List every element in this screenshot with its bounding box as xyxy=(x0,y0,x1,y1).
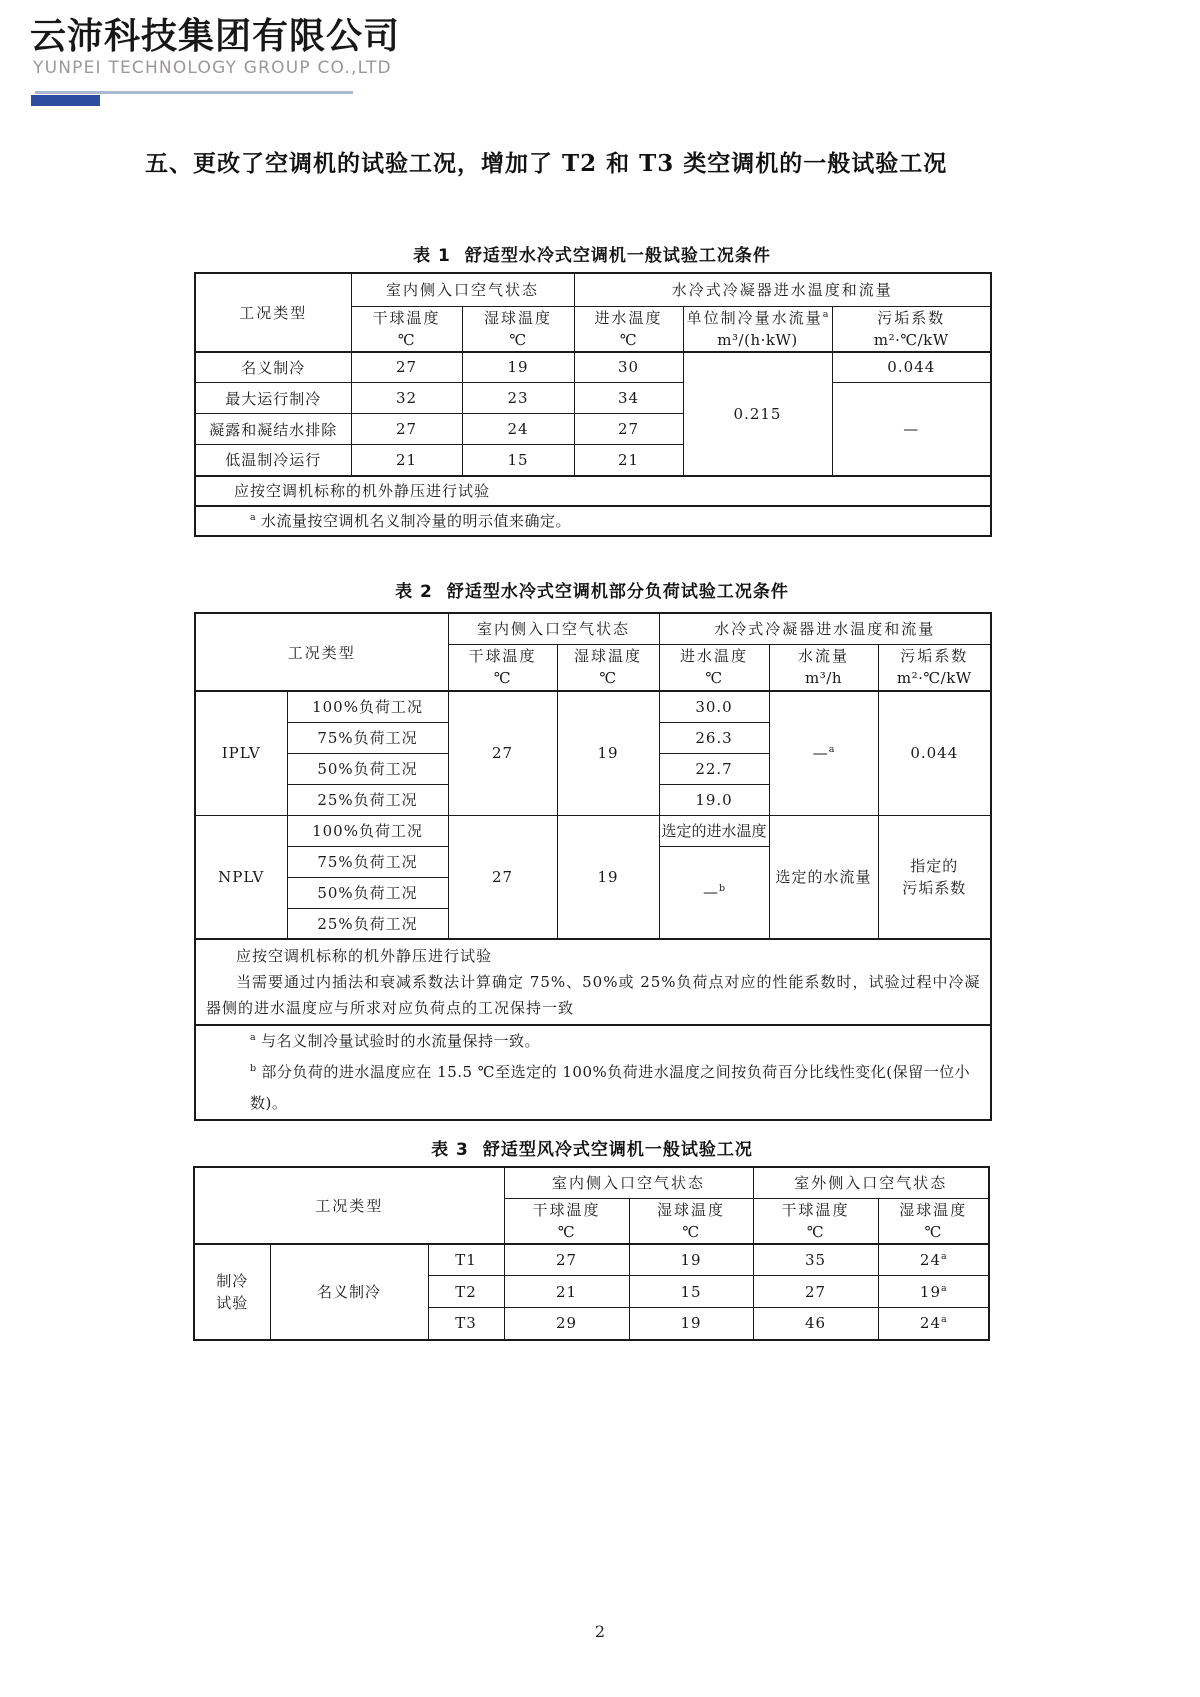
dry-bulb-label: 干球温度 xyxy=(468,647,537,666)
t1-unit-flow-value: 0.215 xyxy=(683,352,832,476)
value-cell: 19 xyxy=(629,1308,753,1340)
celsius-unit: ℃ xyxy=(924,1222,942,1241)
t2-header-fouling xyxy=(878,644,991,691)
celsius-unit: ℃ xyxy=(493,669,512,688)
inlet-temp-label: 进水温度 xyxy=(680,647,749,666)
celsius-unit: ℃ xyxy=(557,1222,576,1241)
brand-divider-light xyxy=(35,91,353,94)
t3-mode-nominal-cooling: 名义制冷 xyxy=(270,1244,428,1340)
t1-header-dry-bulb xyxy=(351,306,462,352)
t2-header-inlet-temp xyxy=(659,644,769,691)
value-cell: 26.3 xyxy=(659,722,769,753)
value-cell: 35 xyxy=(753,1244,878,1276)
cooling-test-line1: 制冷 xyxy=(216,1271,249,1290)
celsius-unit: ℃ xyxy=(509,330,527,349)
t2-note-1: 应按空调机标称的机外静压进行试验 xyxy=(236,947,493,965)
t2-footnote-a-text: 与名义制冷量试验时的水流量保持一致。 xyxy=(260,1032,540,1050)
table1-title xyxy=(194,241,990,266)
t1-row-label: 凝露和凝结水排除 xyxy=(195,414,351,445)
t2-load-label: 75%负荷工况 xyxy=(287,722,448,753)
value-cell: 27 xyxy=(448,691,557,815)
table2-title xyxy=(194,577,990,602)
t1-header-inlet-temp xyxy=(574,306,683,352)
table3-title xyxy=(194,1135,990,1160)
inlet-temp-label: 进水温度 xyxy=(594,308,663,327)
t2-load-label: 75%负荷工况 xyxy=(287,846,448,877)
value-cell: 19 xyxy=(462,352,574,383)
footnote-mark-b: b xyxy=(250,1063,257,1074)
dry-bulb-label: 干球温度 xyxy=(532,1200,601,1219)
t2-load-label: 100%负荷工况 xyxy=(287,815,448,846)
t1-header-wet-bulb xyxy=(462,306,574,352)
dry-bulb-label: 干球温度 xyxy=(781,1200,850,1219)
value-cell: 27 xyxy=(574,414,683,445)
value-cell: 27 xyxy=(351,352,462,383)
celsius-unit: ℃ xyxy=(397,330,416,349)
t3-climate-class: T2 xyxy=(428,1276,504,1308)
t2-load-label: 50%负荷工况 xyxy=(287,753,448,784)
celsius-unit: ℃ xyxy=(599,669,617,688)
footnote-mark-b: b xyxy=(718,883,726,895)
t2-footnote-b-text: 部分负荷的进水温度应在 15.5 ℃至选定的 100%负荷进水温度之间按负荷百分比线性变化(保留一位小数)。 xyxy=(250,1063,971,1112)
t1-header-unit-flow xyxy=(683,306,832,352)
footnote-mark-a: a xyxy=(941,1314,947,1326)
table1-label: 表 1 xyxy=(413,246,451,266)
wet-bulb-label: 湿球温度 xyxy=(899,1200,968,1219)
t2-nplv-label: NPLV xyxy=(195,815,287,939)
fouling-label: 污垢系数 xyxy=(877,308,946,327)
value-cell: 19.0 xyxy=(659,784,769,815)
t3-header-condition-type: 工况类型 xyxy=(194,1167,504,1244)
t3-header-indoor-dry-bulb xyxy=(504,1198,629,1244)
t2-notes xyxy=(195,939,991,1025)
t1-header-indoor-air-group: 室内侧入口空气状态 xyxy=(351,273,574,306)
t1-footnote-a-text: 水流量按空调机名义制冷量的明示值来确定。 xyxy=(260,511,571,530)
value-cell: 19 xyxy=(557,815,659,939)
footnote-mark-a: a xyxy=(250,511,256,523)
t1-fouling-nominal: 0.044 xyxy=(832,352,991,383)
value-cell: 46 xyxy=(753,1308,878,1340)
t2-load-label: 25%负荷工况 xyxy=(287,908,448,939)
t3-header-indoor-wet-bulb xyxy=(629,1198,753,1244)
specified-line1: 指定的 xyxy=(910,856,959,875)
t1-header-water-group: 水冷式冷凝器进水温度和流量 xyxy=(574,273,991,306)
outdoor-wet-value: 19 xyxy=(919,1282,941,1301)
value-cell: 21 xyxy=(351,445,462,476)
fouling-unit: m²·℃/kW xyxy=(873,330,949,349)
t2-header-flow xyxy=(769,644,878,691)
brand-divider-dark xyxy=(31,95,100,106)
value-cell: 27 xyxy=(448,815,557,939)
value-cell: 30 xyxy=(574,352,683,383)
t2-nplv-fouling-specified xyxy=(878,815,991,939)
value-cell: 21 xyxy=(504,1276,629,1308)
value-cell xyxy=(878,1276,989,1308)
value-cell: 22.7 xyxy=(659,753,769,784)
celsius-unit: ℃ xyxy=(806,1222,825,1241)
value-cell: 15 xyxy=(462,445,574,476)
cooling-test-line2: 试验 xyxy=(216,1293,249,1312)
t3-climate-class: T1 xyxy=(428,1244,504,1276)
t2-header-water-group: 水冷式冷凝器进水温度和流量 xyxy=(659,613,991,644)
value-cell: 24 xyxy=(462,414,574,445)
page-number: 2 xyxy=(594,1622,606,1641)
footnote-mark-a: a xyxy=(941,1282,947,1294)
t1-row-label: 最大运行制冷 xyxy=(195,383,351,414)
value-cell: 21 xyxy=(574,445,683,476)
t2-header-indoor-air-group: 室内侧入口空气状态 xyxy=(448,613,659,644)
t2-footnotes xyxy=(195,1025,991,1120)
specified-line2: 污垢系数 xyxy=(902,878,967,897)
t2-iplv-flow-dash xyxy=(769,691,878,815)
value-cell: 34 xyxy=(574,383,683,414)
value-cell: 19 xyxy=(629,1244,753,1276)
t1-footnote xyxy=(195,506,991,536)
value-cell xyxy=(878,1244,989,1276)
t2-load-label: 100%负荷工况 xyxy=(287,691,448,722)
footnote-mark-a: a xyxy=(828,744,835,756)
dash: — xyxy=(702,883,719,902)
t2-nplv-inlet-dash xyxy=(659,846,769,939)
table3-title-text: 舒适型风冷式空调机一般试验工况 xyxy=(482,1140,753,1160)
value-cell: 15 xyxy=(629,1276,753,1308)
value-cell xyxy=(878,1308,989,1340)
footnote-mark-a: a xyxy=(941,1250,947,1262)
footnote-mark-a: a xyxy=(250,1032,256,1043)
value-cell: 27 xyxy=(753,1276,878,1308)
t2-nplv-flow-selected: 选定的水流量 xyxy=(769,815,878,939)
t2-load-label: 25%负荷工况 xyxy=(287,784,448,815)
value-cell: 30.0 xyxy=(659,691,769,722)
company-logo-english: YUNPEI TECHNOLOGY GROUP CO.,LTD xyxy=(33,58,392,78)
value-cell: 32 xyxy=(351,383,462,414)
t2-iplv-fouling: 0.044 xyxy=(878,691,991,815)
value-cell: 19 xyxy=(557,691,659,815)
t2-note-2: 当需要通过内插法和衰减系数法计算确定 75%、50%或 25%负荷点对应的性能系数时，试验过程中冷凝器侧的进水温度应与所求对应负荷点的工况保持一致 xyxy=(206,973,981,1017)
t1-header-condition-type: 工况类型 xyxy=(195,273,351,352)
fouling-unit: m²·℃/kW xyxy=(896,669,972,688)
t3-climate-class: T3 xyxy=(428,1308,504,1340)
t2-header-condition-type: 工况类型 xyxy=(195,613,448,691)
t2-header-dry-bulb xyxy=(448,644,557,691)
outdoor-wet-value: 24 xyxy=(919,1314,941,1333)
footnote-mark-a: a xyxy=(822,308,829,320)
t2-load-label: 50%负荷工况 xyxy=(287,877,448,908)
wet-bulb-label: 湿球温度 xyxy=(574,647,643,666)
outdoor-wet-value: 24 xyxy=(919,1250,941,1269)
wet-bulb-label: 湿球温度 xyxy=(484,308,553,327)
flow-label: 水流量 xyxy=(798,647,850,666)
value-cell: 29 xyxy=(504,1308,629,1340)
value-cell: 23 xyxy=(462,383,574,414)
celsius-unit: ℃ xyxy=(619,330,638,349)
table2-label: 表 2 xyxy=(395,582,433,602)
unit-flow-label: 单位制冷量水流量 xyxy=(686,308,823,327)
t1-header-fouling xyxy=(832,306,991,352)
t3-header-outdoor-dry-bulb xyxy=(753,1198,878,1244)
fouling-label: 污垢系数 xyxy=(900,647,969,666)
table1-title-text: 舒适型水冷式空调机一般试验工况条件 xyxy=(464,246,771,266)
t3-header-outdoor-wet-bulb xyxy=(878,1198,989,1244)
unit-flow-unit: m³/(h·kW) xyxy=(717,330,798,349)
t1-note: 应按空调机标称的机外静压进行试验 xyxy=(195,476,991,506)
value-cell: 27 xyxy=(504,1244,629,1276)
table2-part-load-conditions xyxy=(194,612,992,1121)
celsius-unit: ℃ xyxy=(705,669,723,688)
t2-header-wet-bulb xyxy=(557,644,659,691)
section-heading: 五、更改了空调机的试验工况，增加了 T2 和 T3 类空调机的一般试验工况 xyxy=(145,150,948,177)
table3-label: 表 3 xyxy=(431,1140,469,1160)
dash: — xyxy=(812,744,829,763)
t1-row-label: 名义制冷 xyxy=(195,352,351,383)
table3-air-cooled-general-conditions xyxy=(193,1166,990,1341)
company-logo-chinese: 云沛科技集团有限公司 xyxy=(30,16,401,57)
t1-fouling-dash: — xyxy=(832,383,991,476)
table2-title-text: 舒适型水冷式空调机部分负荷试验工况条件 xyxy=(446,582,789,602)
t2-nplv-inlet-selected: 选定的进水温度 xyxy=(659,815,769,846)
t1-row-label: 低温制冷运行 xyxy=(195,445,351,476)
flow-unit: m³/h xyxy=(805,669,842,688)
t2-iplv-label: IPLV xyxy=(195,691,287,815)
value-cell: 27 xyxy=(351,414,462,445)
table1-general-water-cooled-conditions xyxy=(194,272,992,537)
t3-header-outdoor-air-group: 室外侧入口空气状态 xyxy=(753,1167,989,1198)
t3-group-cooling-test xyxy=(194,1244,270,1340)
dry-bulb-label: 干球温度 xyxy=(372,308,441,327)
t3-header-indoor-air-group: 室内侧入口空气状态 xyxy=(504,1167,753,1198)
wet-bulb-label: 湿球温度 xyxy=(657,1200,726,1219)
celsius-unit: ℃ xyxy=(682,1222,700,1241)
